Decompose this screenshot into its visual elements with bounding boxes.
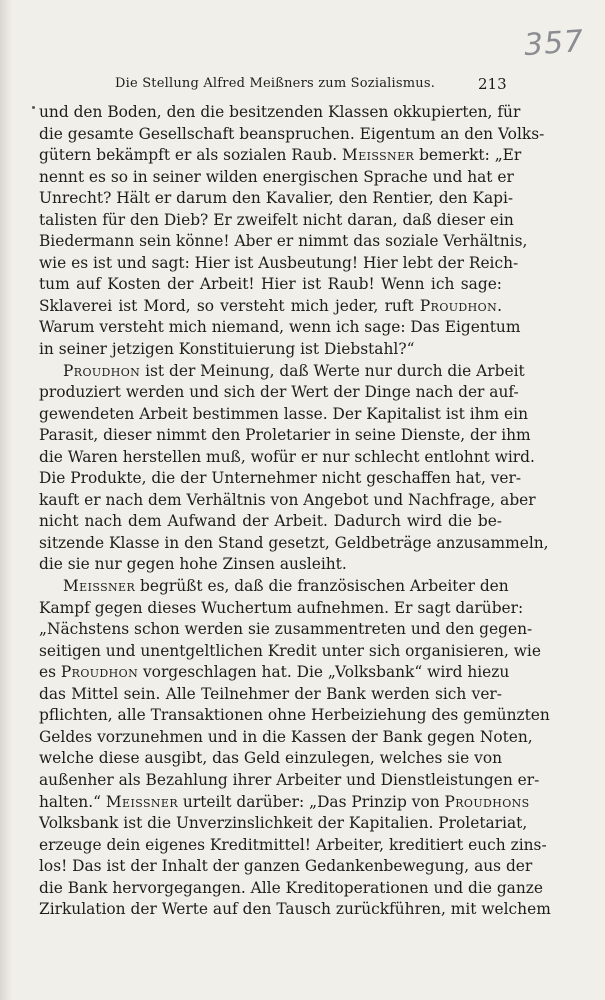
text-line xyxy=(39,296,502,318)
running-title: Die Stellung Alfred Meißners zum Sozialismus. xyxy=(115,76,436,91)
line-text: gütern bekämpft er als sozialen Raub. xyxy=(39,146,343,165)
small-caps-name: Proudhons xyxy=(444,792,530,811)
text-line xyxy=(39,727,533,749)
text-line xyxy=(39,274,502,296)
line-text: die Waren herstellen muß, wofür er nur schlecht entlohnt wird. xyxy=(39,447,535,466)
text-line xyxy=(39,317,521,339)
line-text: los! Das ist der Inhalt der ganzen Gedankenbewegung, aus der xyxy=(39,857,533,876)
line-text: Sklaverei ist Mord, so versteht mich jeder, ruft xyxy=(39,296,420,315)
line-text: „Nächstens schon werden sie zusammentreten und den gegen- xyxy=(39,620,533,639)
line-text: ist der Meinung, daß Werte nur durch die Arbeit xyxy=(140,361,525,380)
line-text: welche diese ausgibt, das Geld einzulegen, welches sie von xyxy=(39,749,502,768)
line-text: . xyxy=(497,296,502,315)
text-line xyxy=(39,102,521,124)
line-text: die gesamte Gesellschaft beanspruchen. Eigentum an den Volks- xyxy=(39,124,545,143)
line-text: die Bank hervorgegangen. Alle Kreditoperationen und die ganze xyxy=(39,878,543,897)
line-text: talisten für den Dieb? Er zweifelt nicht daran, daß dieser ein xyxy=(39,210,514,229)
text-line xyxy=(39,705,550,727)
text-line xyxy=(39,231,528,253)
text-line xyxy=(39,361,525,383)
text-line xyxy=(39,533,549,555)
line-text: Kampf gegen dieses Wuchertum aufnehmen. Er sagt darüber: xyxy=(39,598,524,617)
text-line xyxy=(39,554,502,576)
text-line xyxy=(39,490,536,512)
page-number: 213 xyxy=(478,75,507,93)
small-caps-name: Meissner xyxy=(342,146,415,165)
text-line xyxy=(39,748,502,770)
line-text: bemerkt: „Er xyxy=(414,146,522,165)
line-text: Die Produkte, die der Unternehmer nicht geschaffen hat, ver- xyxy=(39,469,522,488)
text-line xyxy=(39,188,514,210)
line-text: das Mittel sein. Alle Teilnehmer der Bank werden sich ver- xyxy=(39,684,502,703)
text-line xyxy=(39,167,514,189)
line-text: in seiner jetzigen Konstituierung ist Diebstahl?“ xyxy=(39,340,415,359)
text-line xyxy=(39,856,533,878)
small-caps-name: Meissner xyxy=(105,792,179,811)
small-caps-name: Proudhon xyxy=(63,361,141,380)
line-text: kauft er nach dem Verhältnis von Angebot und Nachfrage, aber xyxy=(39,490,536,509)
text-line xyxy=(39,382,519,404)
line-text: begrüßt es, daß die französischen Arbeiter den xyxy=(135,577,509,596)
small-caps-name: Proudhon xyxy=(60,663,139,682)
small-caps-name: Meissner xyxy=(63,577,136,596)
line-text: urteilt darüber: „Das Prinzip von xyxy=(178,792,445,811)
line-text: Volksbank ist die Unverzinslichkeit der Kapitalien. Proletariat, xyxy=(39,814,528,833)
text-line xyxy=(39,210,514,232)
small-caps-name: Proudhon xyxy=(419,296,498,315)
text-line xyxy=(39,404,528,426)
line-text: seitigen und unentgeltlichen Kredit unter sich organisieren, wie xyxy=(39,641,541,660)
text-line xyxy=(39,447,535,469)
line-text: Parasit, dieser nimmt den Proletarier in seine Dienste, der ihm xyxy=(39,426,531,445)
ink-dot xyxy=(32,106,35,109)
text-line xyxy=(39,619,533,641)
line-text: produziert werden und sich der Wert der Dinge nach der auf- xyxy=(39,383,519,402)
line-text: erzeuge dein eigenes Kreditmittel! Arbeiter, kreditiert euch zins- xyxy=(39,835,547,854)
text-line xyxy=(39,468,522,490)
line-text: außenher als Bezahlung ihrer Arbeiter und Dienstleistungen er- xyxy=(39,770,540,789)
text-line xyxy=(39,899,551,921)
text-line xyxy=(39,425,531,447)
line-text: die sie nur gegen hohe Zinsen ausleiht. xyxy=(39,555,347,574)
line-text: Zirkulation der Werte auf den Tausch zurückführen, mit welchem xyxy=(39,900,551,919)
line-text: wie es ist und sagt: Hier ist Ausbeutung! Hier lebt der Reich- xyxy=(39,253,519,272)
line-text: gewendeten Arbeit bestimmen lasse. Der Kapitalist ist ihm ein xyxy=(39,404,528,423)
text-line xyxy=(39,576,509,598)
text-line xyxy=(39,878,543,900)
text-line xyxy=(39,792,530,814)
text-line xyxy=(39,145,522,167)
text-line xyxy=(39,641,541,663)
page-edge-shadow xyxy=(0,0,12,1000)
archive-page-number: 357 xyxy=(522,23,586,64)
line-text: nennt es so in seiner wilden energischen Sprache und hat er xyxy=(39,167,514,186)
text-line xyxy=(39,662,510,684)
text-line xyxy=(39,124,545,146)
text-line xyxy=(39,813,528,835)
line-text: tum auf Kosten der Arbeit! Hier ist Raub! Wenn ich sage: xyxy=(39,275,502,294)
text-line xyxy=(39,339,502,361)
text-line xyxy=(39,835,547,857)
line-text: Biedermann sein könne! Aber er nimmt das soziale Verhältnis, xyxy=(39,232,528,251)
line-text: und den Boden, den die besitzenden Klassen okkupierten, für xyxy=(39,103,521,121)
text-line xyxy=(39,511,502,533)
line-text: pflichten, alle Transaktionen ohne Herbeiziehung des gemünzten xyxy=(39,706,550,725)
text-line xyxy=(39,598,524,620)
body-text xyxy=(39,102,551,921)
line-text: halten.“ xyxy=(39,792,106,811)
line-text: Warum versteht mich niemand, wenn ich sage: Das Eigentum xyxy=(39,318,521,337)
line-text: Geldes vorzunehmen und in die Kassen der Bank gegen Noten, xyxy=(39,727,533,746)
text-line xyxy=(39,770,540,792)
line-text: sitzende Klasse in den Stand gesetzt, Geldbeträge anzusammeln, xyxy=(39,533,549,552)
line-text: es xyxy=(39,663,61,682)
line-text: Unrecht? Hält er darum den Kavalier, den Rentier, den Kapi- xyxy=(39,189,514,208)
line-text: nicht nach dem Aufwand der Arbeit. Dadurch wird die be- xyxy=(39,512,502,531)
line-text: vorgeschlagen hat. Die „Volksbank“ wird hiezu xyxy=(138,663,510,682)
text-line xyxy=(39,253,519,275)
text-line xyxy=(39,684,502,706)
